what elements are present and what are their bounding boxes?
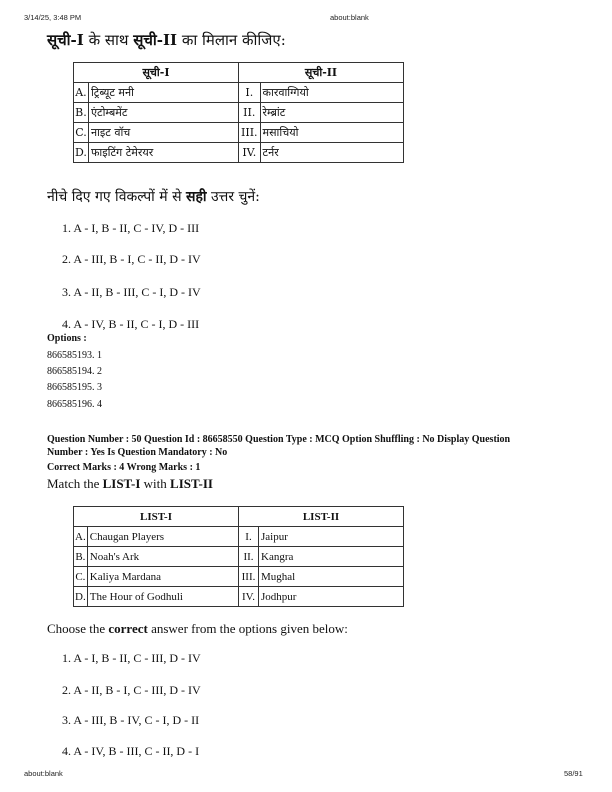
q50-match-table (73, 506, 404, 607)
title-text2: का मिलान कीजिए: (177, 31, 286, 49)
table-row (74, 527, 404, 547)
q50-choice-3: 3. A - III, B - IV, C - I, D - II (62, 713, 200, 727)
col1-header: LIST-I (74, 507, 239, 527)
hindi-question-title (47, 30, 286, 50)
row-letter: C. (74, 123, 89, 143)
row-item: नाइट वॉच (88, 123, 238, 143)
row-match: Mughal (259, 567, 404, 587)
row-match: मसाचियो (260, 123, 403, 143)
q50-instr-text1: Choose the (47, 621, 109, 636)
q50-title-list2: LIST-II (170, 476, 213, 491)
row-item: Noah's Ark (87, 547, 238, 567)
row-item: The Hour of Godhuli (87, 587, 238, 607)
row-num: IV. (239, 143, 261, 163)
table-row (74, 123, 404, 143)
option-id-3: 866585195. 3 (47, 382, 102, 393)
instr-text1: नीचे दिए गए विकल्पों में से (47, 189, 186, 205)
q50-instruction (47, 621, 348, 637)
hindi-match-table (73, 62, 404, 163)
question-meta-line2: Number : Yes Is Question Mandatory : No (47, 447, 228, 458)
instr-text2: उत्तर चुनें: (206, 189, 260, 205)
option-id-2: 866585194. 2 (47, 366, 102, 377)
title-text1: के साथ (83, 31, 134, 49)
question-meta-line3: Correct Marks : 4 Wrong Marks : 1 (47, 462, 201, 473)
row-num: IV. (239, 587, 259, 607)
table-header-row (74, 507, 404, 527)
row-letter: B. (74, 103, 89, 123)
footer-url: about:blank (24, 769, 63, 778)
q50-title-text2: with (140, 476, 171, 491)
q50-title-list1: LIST-I (102, 476, 141, 491)
row-item: ट्रिब्यूट मनी (88, 83, 238, 103)
row-item: Kaliya Mardana (87, 567, 238, 587)
row-num: II. (239, 547, 259, 567)
options-label: Options : (47, 333, 87, 344)
q50-instr-bold: correct (108, 621, 148, 636)
col1-header: सूची-I (74, 63, 239, 83)
option-id-4: 866585196. 4 (47, 399, 102, 410)
row-num: I. (239, 527, 259, 547)
table-row (74, 547, 404, 567)
table-row (74, 83, 404, 103)
hindi-choice-2: 2. A - III, B - I, C - II, D - IV (62, 252, 201, 266)
row-match: Jodhpur (259, 587, 404, 607)
option-id-1: 866585193. 1 (47, 350, 102, 361)
q50-choice-4: 4. A - IV, B - III, C - II, D - I (62, 744, 200, 758)
row-letter: A. (74, 83, 89, 103)
table-header-row (74, 63, 404, 83)
row-letter: A. (74, 527, 88, 547)
hindi-instruction (47, 187, 260, 206)
col2-header: सूची-II (239, 63, 404, 83)
col2-header: LIST-II (239, 507, 404, 527)
row-item: एंटोम्बमेंट (88, 103, 238, 123)
row-match: Kangra (259, 547, 404, 567)
q50-choice-2: 2. A - II, B - I, C - III, D - IV (62, 683, 201, 697)
row-item: फाइटिंग टेमेरयर (88, 143, 238, 163)
table-row (74, 587, 404, 607)
row-match: कारवाग्गियो (260, 83, 403, 103)
q50-choice-1: 1. A - I, B - II, C - III, D - IV (62, 651, 201, 665)
table-row (74, 143, 404, 163)
row-match: Jaipur (259, 527, 404, 547)
table-row (74, 567, 404, 587)
instr-bold: सही (186, 189, 207, 205)
table-row (74, 103, 404, 123)
row-item: Chaugan Players (87, 527, 238, 547)
q50-instr-text2: answer from the options given below: (147, 621, 348, 636)
row-num: III. (239, 123, 261, 143)
print-datetime: 3/14/25, 3:48 PM (24, 13, 82, 22)
hindi-choice-4: 4. A - IV, B - II, C - I, D - III (62, 317, 200, 331)
row-match: टर्नर (260, 143, 403, 163)
row-num: I. (239, 83, 261, 103)
question-meta-line1: Question Number : 50 Question Id : 86658550 Question Type : MCQ Option Shuffling : No Display Question (47, 434, 511, 445)
footer-page-number: 58/91 (564, 769, 583, 778)
row-num: II. (239, 103, 261, 123)
hindi-choice-3: 3. A - II, B - III, C - I, D - IV (62, 285, 201, 299)
q50-title (47, 476, 213, 492)
row-letter: B. (74, 547, 88, 567)
hindi-choice-1: 1. A - I, B - II, C - IV, D - III (62, 221, 200, 235)
q50-title-text1: Match the (47, 476, 103, 491)
row-num: III. (239, 567, 259, 587)
row-match: रेम्ब्रांट (260, 103, 403, 123)
row-letter: D. (74, 143, 89, 163)
title-list2: सूची-II (133, 31, 178, 49)
print-page-title: about:blank (330, 13, 369, 22)
row-letter: C. (74, 567, 88, 587)
title-list1: सूची-I (47, 31, 84, 49)
row-letter: D. (74, 587, 88, 607)
